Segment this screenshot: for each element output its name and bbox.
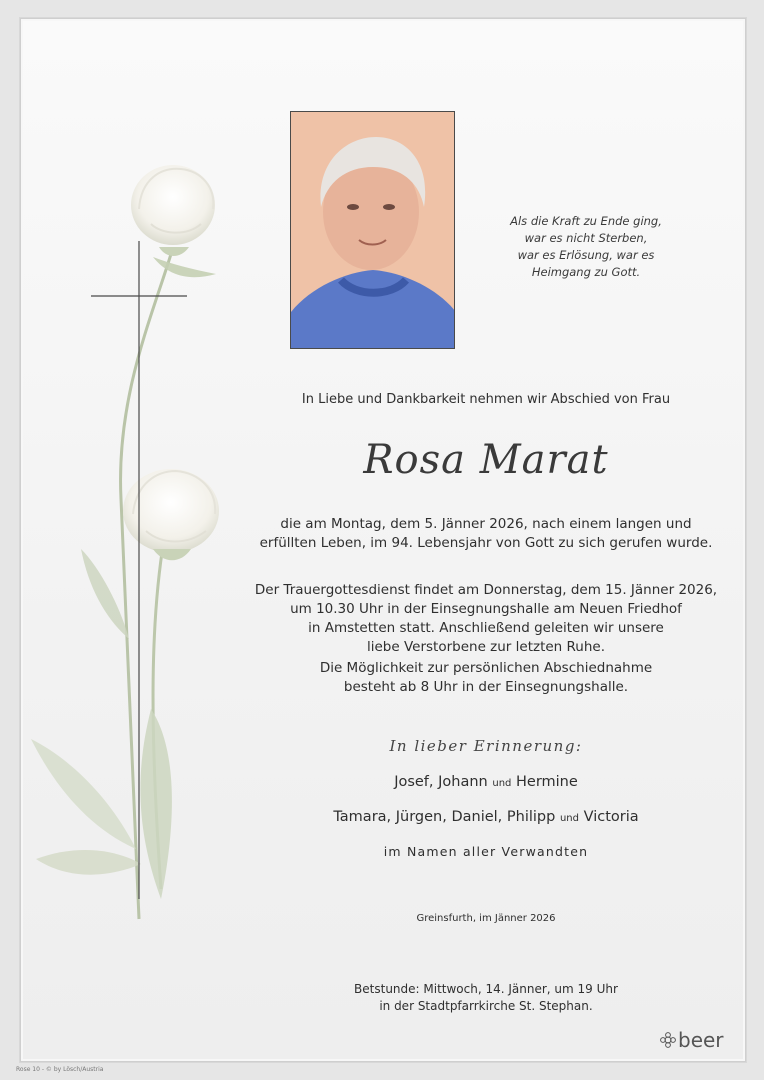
quote-line: war es Erlösung, war es [517,248,655,262]
service-line: in Amstetten statt. Anschließend geleiten wir unsere [308,620,664,636]
conjunction: und [559,813,579,824]
service-line: Der Trauergottesdienst findet am Donnerstag, dem 15. Jänner 2026, [254,582,718,598]
service-line: liebe Verstorbene zur letzten Ruhe. [366,639,606,655]
intro-text: In Liebe und Dankbarkeit nehmen wir Abschied von Frau [301,392,671,407]
portrait-photo [290,111,455,349]
rose-icon [131,165,215,256]
flower-icon [660,1032,676,1048]
footer-credit: Rose 10 - © by Lösch/Austria [16,1066,104,1073]
deceased-name: Rosa Marat [363,437,609,483]
publisher-logo [660,1028,724,1052]
quote-line: Als die Kraft zu Ende ging, [510,214,662,228]
death-notice-line: erfüllten Leben, im 94. Lebensjahr von Gott zu sich gerufen wurde. [259,535,713,551]
prayer-line: Betstunde: Mittwoch, 14. Jänner, um 19 Uhr [354,982,618,996]
prayer-info [221,981,751,1015]
leaf-icon [31,739,136,849]
quote-line: Heimgang zu Gott. [531,265,641,279]
farewell-line: besteht ab 8 Uhr in der Einsegnungshalle. [343,679,629,695]
farewell-line: Die Möglichkeit zur persönlichen Abschiednahme [319,660,653,676]
relatives-line: im Namen aller Verwandten [383,844,589,859]
death-notice [221,515,751,553]
memory-heading: In lieber Erinnerung: [389,737,583,755]
quote-line: war es nicht Sterben, [524,231,648,245]
place-date: Greinsfurth, im Jänner 2026 [416,913,556,924]
conjunction: und [492,778,512,789]
family-names: Victoria [583,809,639,825]
farewell-info [221,659,751,697]
leaf-icon [36,850,141,875]
leaf-icon [81,549,129,639]
family-line-2 [221,809,751,825]
service-line: um 10.30 Uhr in der Einsegnungshalle am Neuen Friedhof [290,601,682,617]
prayer-line: in der Stadtpfarrkirche St. Stephan. [379,999,593,1013]
rose-icon [123,469,219,560]
logo-text: beer [678,1028,724,1052]
family-line-1 [221,774,751,790]
obituary-card [20,18,746,1062]
rose-decoration [21,19,251,1019]
leaf-icon [140,709,171,899]
service-info [221,581,751,657]
family-names: Hermine [516,774,578,790]
death-notice-line: die am Montag, dem 5. Jänner 2026, nach einem langen und [280,516,692,532]
memorial-quote [491,213,681,281]
family-names: Tamara, Jürgen, Daniel, Philipp [333,809,556,825]
leaf-icon [153,257,216,277]
family-names: Josef, Johann [394,774,488,790]
